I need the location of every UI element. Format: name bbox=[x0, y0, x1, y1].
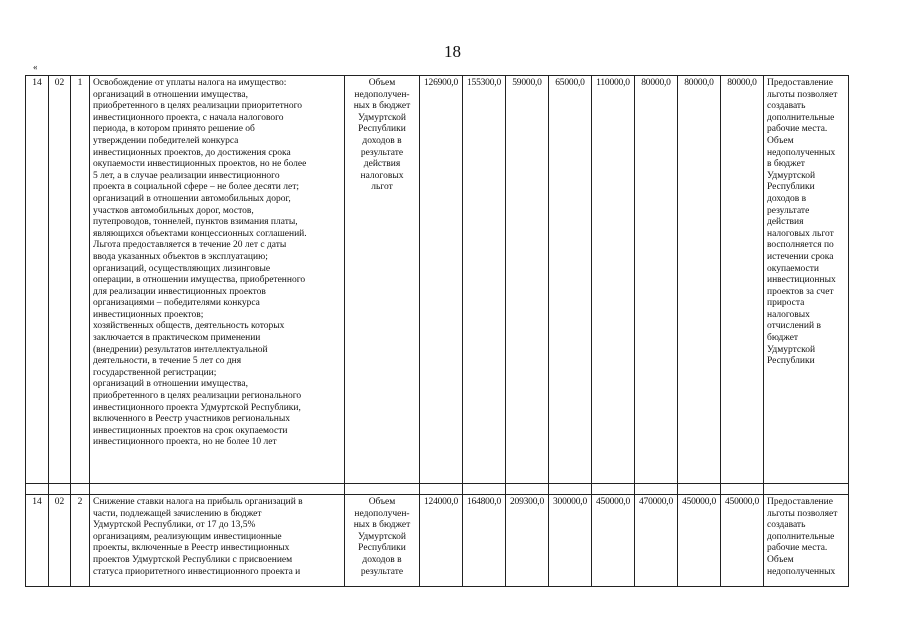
value-cell: 59000,0 bbox=[506, 76, 549, 484]
indicator-line: недополучен- bbox=[354, 508, 410, 519]
description-line: организаций в отношении имущества, bbox=[93, 379, 248, 390]
spacer-cell bbox=[49, 484, 71, 495]
comment-line: проектов за счет bbox=[767, 286, 834, 297]
description-line: включенного в Реестр участников региональных bbox=[93, 414, 290, 425]
indicator-line: Объем bbox=[368, 497, 396, 507]
comment-line: окупаемости bbox=[767, 263, 819, 274]
description-line: операции, в отношении имущества, приобретенного bbox=[93, 275, 306, 286]
comment-line: недополученных bbox=[767, 147, 836, 158]
value-cell: 80000,0 bbox=[678, 76, 721, 484]
comment-line: недополученных bbox=[767, 566, 836, 577]
indicator-line: налоговых bbox=[360, 170, 404, 181]
comment-line: Удмуртской bbox=[767, 170, 816, 181]
page-number: 18 bbox=[444, 42, 461, 61]
table-row bbox=[26, 495, 849, 587]
subsection-code: 02 bbox=[49, 495, 71, 587]
description-line: Снижение ставки налога на прибыль организаций в bbox=[93, 497, 303, 507]
description-line: инвестиционных проектов; bbox=[93, 309, 204, 320]
quote-mark: « bbox=[33, 62, 38, 72]
indicator-line: недополучен- bbox=[354, 89, 410, 100]
comment-line: дополнительные bbox=[767, 531, 835, 542]
indicator-line: Республики bbox=[358, 543, 406, 554]
comment-line: рабочие места. bbox=[767, 543, 828, 554]
description-line: организациями – победителями конкурса bbox=[93, 298, 260, 309]
comment-line: отчислений в bbox=[767, 321, 821, 332]
value-cell: 110000,0 bbox=[592, 76, 635, 484]
description-line: части, подлежащей зачислению в бюджет bbox=[93, 508, 262, 519]
value-cell: 209300,0 bbox=[506, 495, 549, 587]
comment-line: Республики bbox=[767, 356, 815, 367]
indicator-line: льгот bbox=[371, 182, 393, 193]
description-line: периода, в котором принято решение об bbox=[93, 124, 255, 135]
section-code: 14 bbox=[26, 495, 49, 587]
item-number: 2 bbox=[71, 495, 90, 587]
indicator-line: ных в бюджет bbox=[353, 101, 411, 112]
section-code: 14 bbox=[26, 76, 49, 484]
spacer-cell bbox=[635, 484, 678, 495]
value-cell: 80000,0 bbox=[721, 76, 764, 484]
description-line: организаций, осуществляющих лизинговые bbox=[93, 263, 271, 274]
comment-cell bbox=[764, 495, 849, 587]
comment-line: создавать bbox=[767, 520, 806, 531]
indicator-line: ных в бюджет bbox=[353, 520, 411, 531]
description-line: организаций в отношении автомобильных дорог, bbox=[93, 193, 291, 204]
description-line: инвестиционного проекта Удмуртской Республики, bbox=[93, 402, 301, 413]
indicator-cell bbox=[345, 76, 420, 484]
spacer-cell bbox=[26, 484, 49, 495]
indicator-line: Объем bbox=[368, 78, 396, 88]
spacer-cell bbox=[549, 484, 592, 495]
description-line: Удмуртской Республики, от 17 до 13,5% bbox=[93, 520, 256, 531]
description-line: являющихся объектами концессионных соглашений. bbox=[93, 228, 307, 239]
spacer-cell bbox=[678, 484, 721, 495]
value-cell: 80000,0 bbox=[635, 76, 678, 484]
value-cell: 155300,0 bbox=[463, 76, 506, 484]
comment-line: истечении срока bbox=[767, 251, 834, 262]
description-line: хозяйственных обществ, деятельность которых bbox=[93, 321, 285, 332]
comment-cell bbox=[764, 76, 849, 484]
comment-line: Предоставление bbox=[767, 497, 833, 507]
spacer-cell bbox=[90, 484, 345, 495]
description-line: Освобождение от уплаты налога на имущество: bbox=[93, 78, 287, 88]
indicator-cell bbox=[345, 495, 420, 587]
comment-line: бюджет bbox=[767, 333, 799, 344]
spacer-cell bbox=[345, 484, 420, 495]
value-cell: 164800,0 bbox=[463, 495, 506, 587]
benefit-description bbox=[90, 76, 345, 484]
comment-line: восполняется по bbox=[767, 240, 834, 251]
comment-line: льготы позволяет bbox=[767, 508, 838, 519]
description-line: проектов Удмуртской Республики с присвоением bbox=[93, 554, 293, 565]
benefit-description bbox=[90, 495, 345, 587]
description-line: организаций в отношении имущества, bbox=[93, 89, 248, 100]
description-line: инвестиционных проектов, до достижения срока bbox=[93, 147, 291, 158]
description-line: 5 лет, а в случае реализации инвестиционного bbox=[93, 170, 280, 181]
indicator-line: действия bbox=[363, 159, 401, 170]
description-line: инвестиционных проектов на срок окупаемости bbox=[93, 425, 288, 436]
indicator-line: Удмуртской bbox=[357, 531, 407, 542]
description-line: статуса приоритетного инвестиционного проекта и bbox=[93, 566, 301, 577]
indicator-line: доходов в bbox=[362, 554, 402, 565]
comment-line: действия bbox=[767, 217, 804, 228]
indicator-line: Удмуртской bbox=[357, 112, 407, 123]
comment-line: дополнительные bbox=[767, 112, 835, 123]
description-line: приобретенного в целях реализации приоритетного bbox=[93, 101, 303, 112]
spacer-cell bbox=[506, 484, 549, 495]
indicator-line: доходов в bbox=[362, 135, 402, 146]
value-cell: 126900,0 bbox=[420, 76, 463, 484]
comment-line: налоговых льгот bbox=[767, 228, 834, 239]
spacer-cell bbox=[420, 484, 463, 495]
item-number: 1 bbox=[71, 76, 90, 484]
value-cell: 450000,0 bbox=[592, 495, 635, 587]
subsection-code: 02 bbox=[49, 76, 71, 484]
comment-line: Объем bbox=[767, 554, 794, 565]
comment-line: Удмуртской bbox=[767, 344, 816, 355]
value-cell: 65000,0 bbox=[549, 76, 592, 484]
description-line: утверждении победителей конкурса bbox=[93, 135, 239, 146]
comment-line: результате bbox=[767, 205, 810, 216]
description-line: для реализации инвестиционных проектов bbox=[93, 286, 266, 297]
comment-line: инвестиционных bbox=[767, 275, 836, 286]
description-line: путепроводов, тоннелей, пунктов взимания платы, bbox=[93, 217, 298, 228]
description-line: проекта в социальной сфере – не более десяти лет; bbox=[93, 182, 300, 193]
value-cell: 450000,0 bbox=[678, 495, 721, 587]
description-line: деятельности, в течение 5 лет со дня bbox=[93, 356, 242, 367]
value-cell: 470000,0 bbox=[635, 495, 678, 587]
spacer-cell bbox=[71, 484, 90, 495]
comment-line: доходов в bbox=[767, 193, 807, 204]
description-line: государственной регистрации; bbox=[93, 367, 217, 378]
description-line: организациям, реализующим инвестиционные bbox=[93, 531, 282, 542]
spacer-cell bbox=[764, 484, 849, 495]
comment-line: в бюджет bbox=[767, 159, 805, 170]
description-line: участков автомобильных дорог, мостов, bbox=[93, 205, 254, 216]
description-line: ввода указанных объектов в эксплуатацию; bbox=[93, 251, 268, 262]
comment-line: прироста bbox=[767, 298, 805, 309]
description-line: Льгота предоставляется в течение 20 лет с даты bbox=[93, 240, 287, 251]
spacer-cell bbox=[721, 484, 764, 495]
comment-line: рабочие места. bbox=[767, 124, 828, 135]
spacer-cell bbox=[463, 484, 506, 495]
row-spacer bbox=[26, 484, 849, 495]
description-line: заключается в практическом применении bbox=[93, 333, 261, 344]
comment-line: Предоставление bbox=[767, 78, 833, 88]
indicator-line: результате bbox=[360, 147, 404, 158]
value-cell: 450000,0 bbox=[721, 495, 764, 587]
indicator-line: Республики bbox=[358, 124, 406, 135]
description-line: инвестиционного проекта, с начала налогового bbox=[93, 112, 284, 123]
comment-line: льготы позволяет bbox=[767, 89, 838, 100]
comment-line: Республики bbox=[767, 182, 815, 193]
comment-line: налоговых bbox=[767, 309, 810, 320]
value-cell: 300000,0 bbox=[549, 495, 592, 587]
tax-benefits-table bbox=[25, 75, 849, 587]
description-line: инвестиционного проекта, но не более 10 лет bbox=[93, 437, 277, 448]
description-line: (внедрении) результатов интеллектуальной bbox=[93, 344, 268, 355]
description-line: окупаемости инвестиционных проектов, но не более bbox=[93, 159, 307, 170]
table-row bbox=[26, 76, 849, 484]
description-line: приобретенного в целях реализации регионального bbox=[93, 391, 302, 402]
comment-line: Объем bbox=[767, 135, 794, 146]
value-cell: 124000,0 bbox=[420, 495, 463, 587]
comment-line: создавать bbox=[767, 101, 806, 112]
description-line: проекты, включенные в Реестр инвестиционных bbox=[93, 543, 290, 554]
indicator-line: результате bbox=[360, 566, 404, 577]
spacer-cell bbox=[592, 484, 635, 495]
